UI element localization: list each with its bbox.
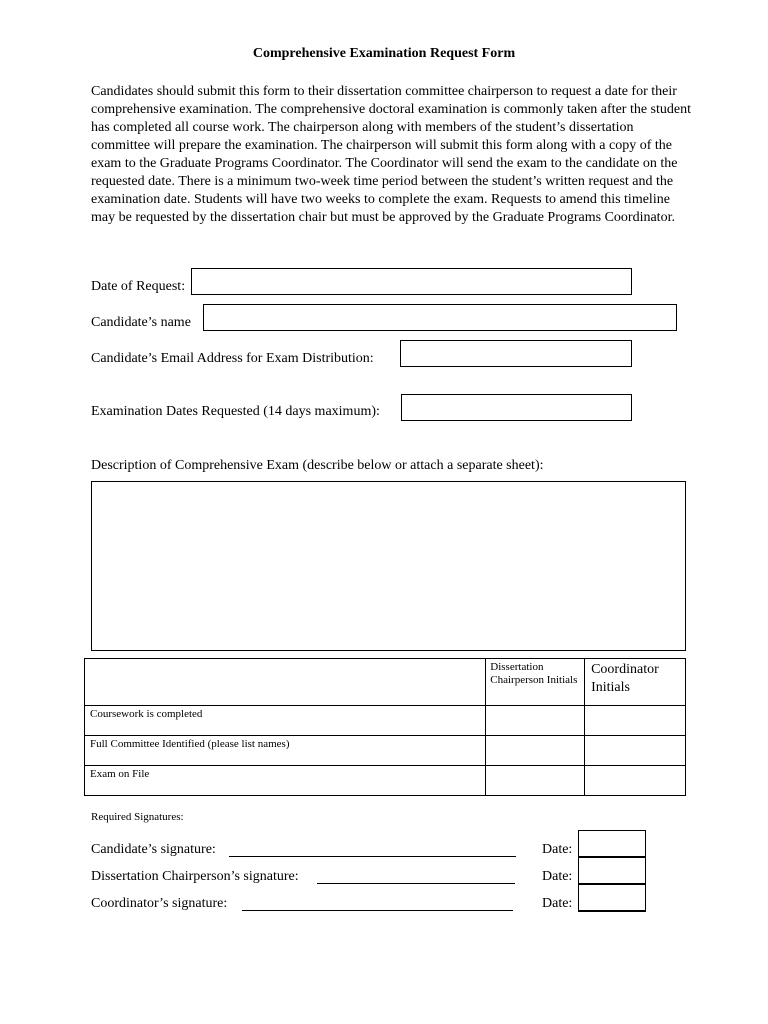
- email-field[interactable]: [400, 340, 632, 367]
- page-title: Comprehensive Examination Request Form: [252, 46, 516, 61]
- exam-dates-label: Examination Dates Requested (14 days maximum):: [91, 404, 380, 419]
- email-label: Candidate’s Email Address for Exam Distribution:: [91, 351, 374, 366]
- candidate-signature-label: Candidate’s signature:: [91, 842, 216, 857]
- date-of-request-field[interactable]: [191, 268, 632, 295]
- table-row: [85, 766, 686, 796]
- header-coordinator-initials: Coordinator Initials: [585, 659, 686, 706]
- description-textarea[interactable]: [91, 481, 686, 651]
- coordinator-initials-input[interactable]: [585, 706, 686, 736]
- chairperson-signature-label: Dissertation Chairperson’s signature:: [91, 869, 299, 884]
- table-header-row: [85, 659, 686, 706]
- exam-dates-field[interactable]: [401, 394, 632, 421]
- header-blank-cell: [85, 659, 486, 706]
- coordinator-date-label: Date:: [542, 896, 573, 911]
- candidate-date-label: Date:: [542, 842, 573, 857]
- coordinator-initials-input[interactable]: [585, 766, 686, 796]
- coordinator-signature-label: Coordinator’s signature:: [91, 896, 228, 911]
- candidate-signature-line[interactable]: [229, 842, 516, 857]
- row-label-cell: Full Committee Identified (please list names): [85, 736, 486, 766]
- coordinator-initials-input[interactable]: [585, 736, 686, 766]
- chairperson-initials-input[interactable]: [486, 736, 585, 766]
- row-label-cell: Exam on File: [85, 766, 486, 796]
- coordinator-date-field[interactable]: [578, 884, 646, 912]
- checklist-table: [84, 658, 686, 796]
- candidate-date-field[interactable]: [578, 830, 646, 858]
- instructions-paragraph: Candidates should submit this form to their dissertation committee chairperson to request a date for their comprehensive examination. The comprehensive doctoral examination is commonly taken after the student has completed all course work. The chairperson along with members of the student’s dissertation committee will prepare the examination. The chairperson will submit this form along with a copy of the exam to the Graduate Programs Coordinator. The Coordinator will send the exam to the candidate on the requested date. There is a minimum two-week time period between the student’s written request and the examination date. Students will have two weeks to complete the exam. Requests to amend this timeline may be requested by the dissertation chair but must be approved by the Graduate Programs Coordinator.: [91, 84, 691, 225]
- chairperson-initials-input[interactable]: [486, 766, 585, 796]
- chairperson-date-label: Date:: [542, 869, 573, 884]
- chairperson-signature-line[interactable]: [317, 869, 515, 884]
- candidate-name-label: Candidate’s name: [91, 315, 191, 330]
- table-row: [85, 736, 686, 766]
- header-chairperson-initials: Dissertation Chairperson Initials: [486, 659, 585, 706]
- table-row: [85, 706, 686, 736]
- chairperson-initials-input[interactable]: [486, 706, 585, 736]
- row-label-cell: Coursework is completed: [85, 706, 486, 736]
- signatures-heading: Required Signatures:: [91, 811, 184, 823]
- description-label: Description of Comprehensive Exam (describe below or attach a separate sheet):: [91, 458, 544, 473]
- candidate-name-field[interactable]: [203, 304, 677, 331]
- date-of-request-label: Date of Request:: [91, 279, 186, 294]
- chairperson-date-field[interactable]: [578, 857, 646, 885]
- coordinator-signature-line[interactable]: [242, 896, 513, 911]
